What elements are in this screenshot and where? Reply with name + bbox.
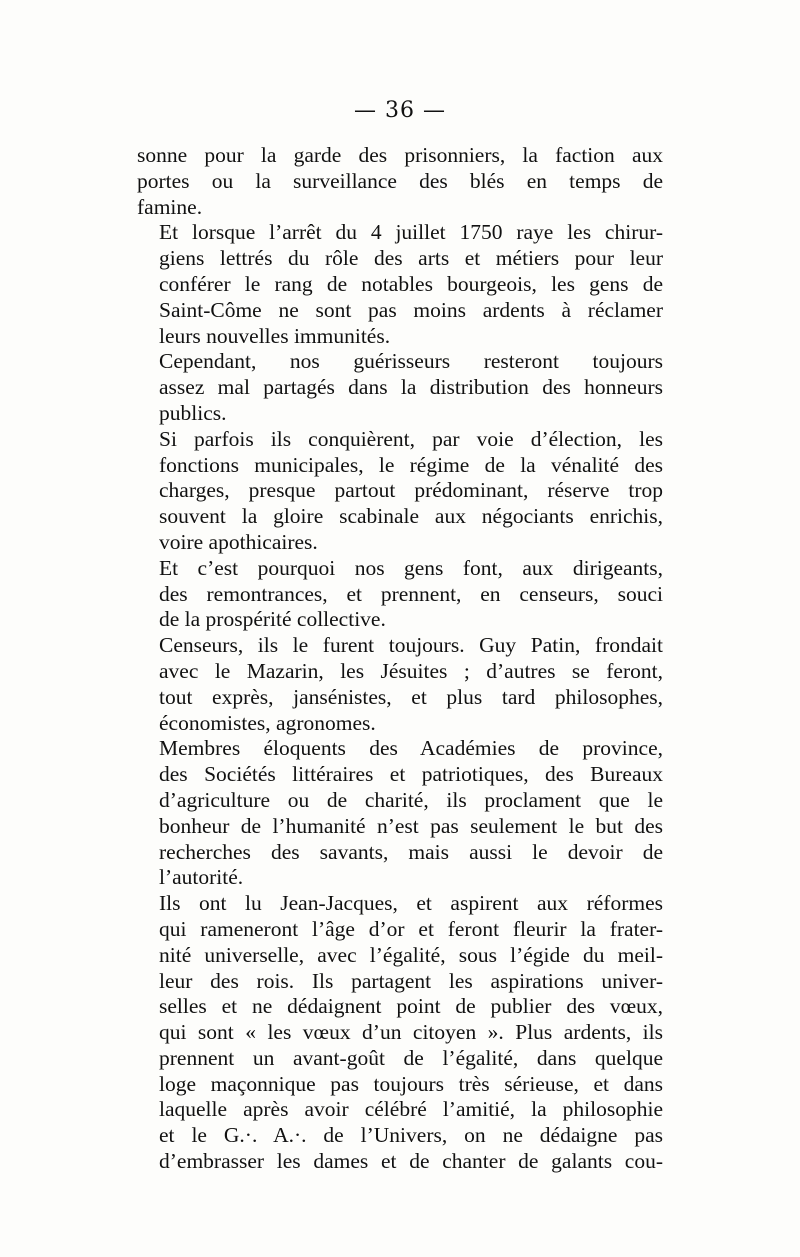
text-line: loge maçonnique pas toujours très sérieuse, et dans [159, 1071, 663, 1096]
text-line: bonheur de l’humanité n’est pas seulement le but des [159, 813, 663, 838]
text-line: giens lettrés du rôle des arts et métiers pour leur [159, 246, 663, 271]
text-line: voire apothicaires. [159, 529, 318, 554]
text-line: conférer le rang de notables bourgeois, les gens de [159, 271, 663, 296]
paragraph [137, 220, 663, 349]
paragraph [137, 891, 663, 1175]
paragraph [137, 349, 663, 426]
text-line: souvent la gloire scabinale aux négociants enrichis, [159, 504, 663, 529]
text-line: avec le Mazarin, les Jésuites ; d’autres se feront, [159, 658, 663, 683]
text-line: leurs nouvelles immunités. [159, 323, 391, 348]
paragraph [137, 556, 663, 633]
text-line: publics. [159, 400, 227, 425]
text-line: de la prospérité collective. [159, 607, 386, 632]
text-line: laquelle après avoir célébré l’amitié, la philosophie [159, 1097, 663, 1122]
text-line: leur des rois. Ils partagent les aspirations univer- [159, 968, 663, 993]
text-line: selles et ne dédaignent point de publier des vœux, [159, 994, 663, 1019]
text-line: Cependant, nos guérisseurs resteront toujours [159, 349, 663, 374]
text-line: charges, presque partout prédominant, réserve trop [159, 478, 663, 503]
text-line: recherches des savants, mais aussi le devoir de [159, 839, 663, 864]
text-line: Si parfois ils conquièrent, par voie d’élection, les [159, 426, 663, 451]
text-line: qui sont « les vœux d’un citoyen ». Plus ardents, ils [159, 1020, 663, 1045]
text-line: d’embrasser les dames et de chanter de galants cou- [159, 1149, 663, 1174]
text-line: prennent un avant-goût de l’égalité, dans quelque [159, 1045, 663, 1070]
text-line: Censeurs, ils le furent toujours. Guy Patin, frondait [159, 633, 663, 658]
text-line: Et lorsque l’arrêt du 4 juillet 1750 raye les chirur- [159, 220, 663, 245]
text-line: Ils ont lu Jean-Jacques, et aspirent aux réformes [159, 891, 663, 916]
text-line: l’autorité. [159, 865, 244, 890]
text-line: qui rameneront l’âge d’or et feront fleurir la frater- [159, 916, 663, 941]
text-line: sonne pour la garde des prisonniers, la faction aux [137, 143, 663, 167]
text-line: Membres éloquents des Académies de province, [159, 736, 663, 761]
text-line: portes ou la surveillance des blés en temps de [137, 168, 663, 193]
text-line: économistes, agronomes. [159, 710, 376, 735]
text-line: tout exprès, jansénistes, et plus tard philosophes, [159, 684, 663, 709]
paragraph [137, 427, 663, 556]
text-line: et le G.·. A.·. de l’Univers, on ne dédaigne pas [159, 1123, 663, 1148]
paragraph [137, 736, 663, 891]
body-text [137, 143, 663, 1175]
paragraph [137, 143, 663, 220]
text-line: nité universelle, avec l’égalité, sous l’égide du meil- [159, 942, 663, 967]
text-line: Et c’est pourquoi nos gens font, aux dirigeants, [159, 555, 663, 580]
text-line: assez mal partagés dans la distribution des honneurs [159, 375, 663, 400]
text-line: famine. [137, 194, 203, 219]
text-line: des remontrances, et prennent, en censeurs, souci [159, 581, 663, 606]
text-line: Saint-Côme ne sont pas moins ardents à réclamer [159, 297, 663, 322]
page-number: — 36 — [354, 98, 446, 123]
paragraph [137, 633, 663, 736]
text-line: des Sociétés littéraires et patriotiques, des Bureaux [159, 762, 663, 787]
text-line: fonctions municipales, le régime de la vénalité des [159, 452, 663, 477]
text-line: d’agriculture ou de charité, ils proclament que le [159, 787, 663, 812]
